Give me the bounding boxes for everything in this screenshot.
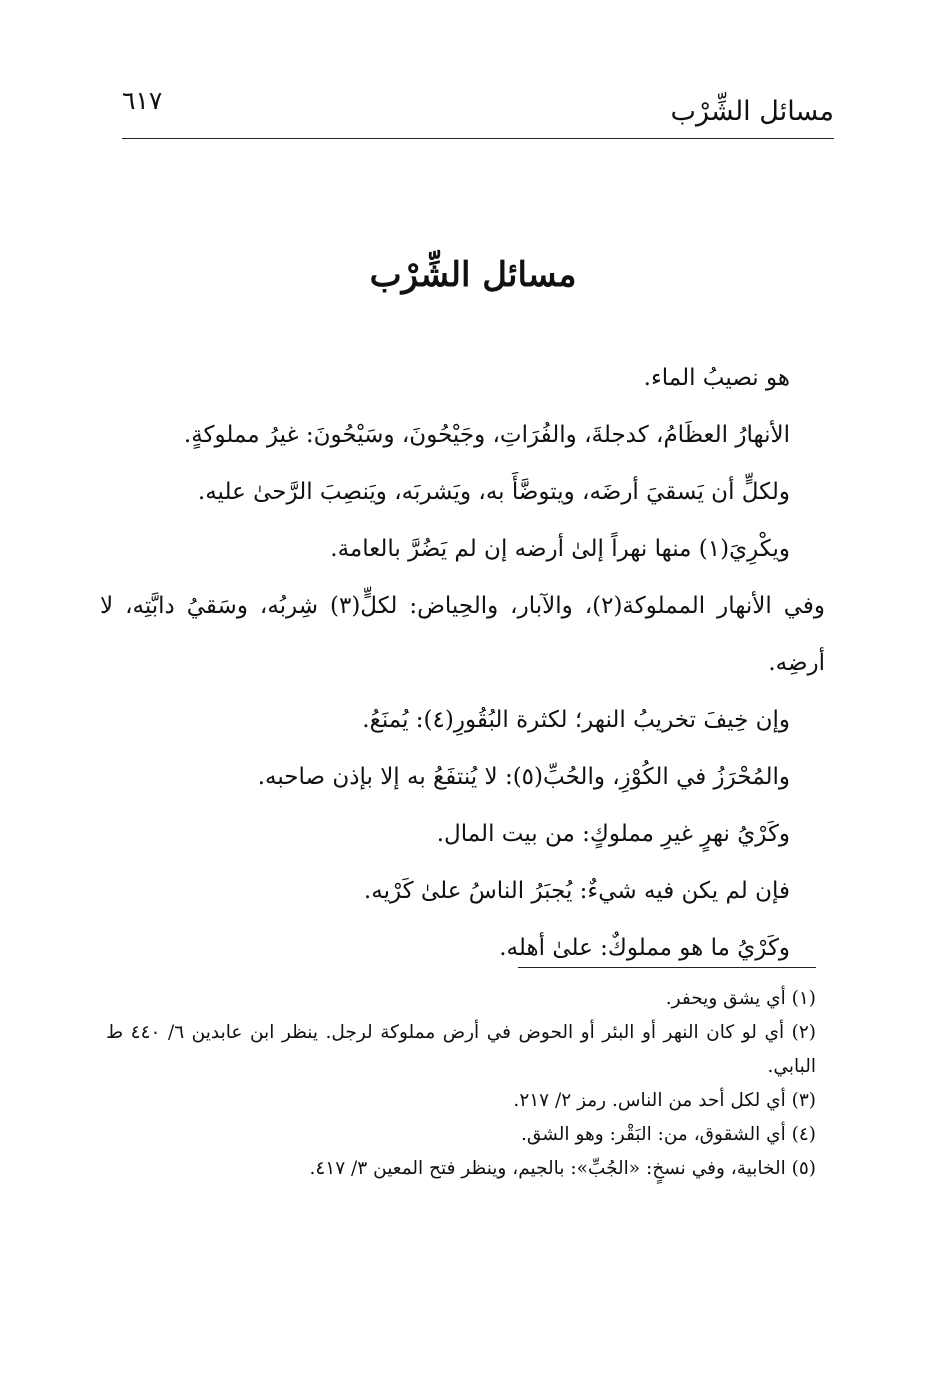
footnote-4: (٤) أي الشقوق، من: البَقْر: وهو الشق. [520,1124,816,1145]
paragraph-digging: ويكْرِيَ(١) منها نهراً إلىٰ أرضه إن لم يَضُرَّ بالعامة. [330,536,790,562]
footnote-2: (٢) أي لو كان النهر أو البئر أو الحوض في أرض مملوكة لرجل. ينظر ابن عابدين ٦/ ٤٤٠ ط البابي. [106,1022,816,1077]
page-number: ٦١٧ [122,86,163,115]
paragraph-owned-dredging: وكَرْيُ ما هو مملوكٌ: علىٰ أهله. [499,935,790,961]
paragraph-definition: هو نصيبُ الماء. [643,365,790,391]
running-header [122,82,834,142]
footnotes [106,982,816,1186]
paragraph-rights: ولكلٍّ أن يَسقيَ أرضَه، ويتوضَّأَ به، ويَشربَه، ويَنصِبَ الرَّحىٰ عليه. [197,479,790,505]
body-text [100,350,826,977]
chapter-title: مسائل الشِّرْب [369,255,577,295]
footnote-rule [518,967,816,968]
paragraph-stored-water: والمُحْرَزُ في الكُوْزِ، والحُبِّ(٥): لا يُنتفَعُ به إلا بإذن صاحبه. [257,764,790,790]
paragraph-public-dredging: وكَرْيُ نهرٍ غيرِ مملوكٍ: من بيت المال. [436,821,790,847]
paragraph-great-rivers: الأنهارُ العظَامُ، كدجلةَ، والفُرَاتِ، وجَيْحُونَ، وسَيْحُونَ: غيرُ مملوكةٍ. [183,422,790,448]
footnote-1: (١) أي يشق ويحفر. [665,988,816,1009]
paragraph-owned-rivers: وفي الأنهار المملوكة(٢)، والآبار، والحِياض: لكلٍّ(٣) شِربُه، وسَقيُ دابَّتِه، لا أرضِه. [100,593,826,676]
paragraph-ruin-prevention: وإن خِيفَ تخريبُ النهر؛ لكثرة البُقُورِ(٤): يُمنَعُ. [362,707,790,733]
paragraph-compulsion: فإن لم يكن فيه شيءٌ: يُجبَرُ الناسُ علىٰ كَرْيه. [363,878,790,904]
running-title: مسائل الشِّرْب [670,96,834,127]
footnote-5: (٥) الخابية، وفي نسخٍ: «الجُبِّ»: بالجيم، وينظر فتح المعين ٣/ ٤١٧. [309,1158,816,1179]
footnote-3: (٣) أي لكل أحد من الناس. رمز ٢/ ٢١٧. [513,1090,816,1111]
header-rule [122,138,834,139]
